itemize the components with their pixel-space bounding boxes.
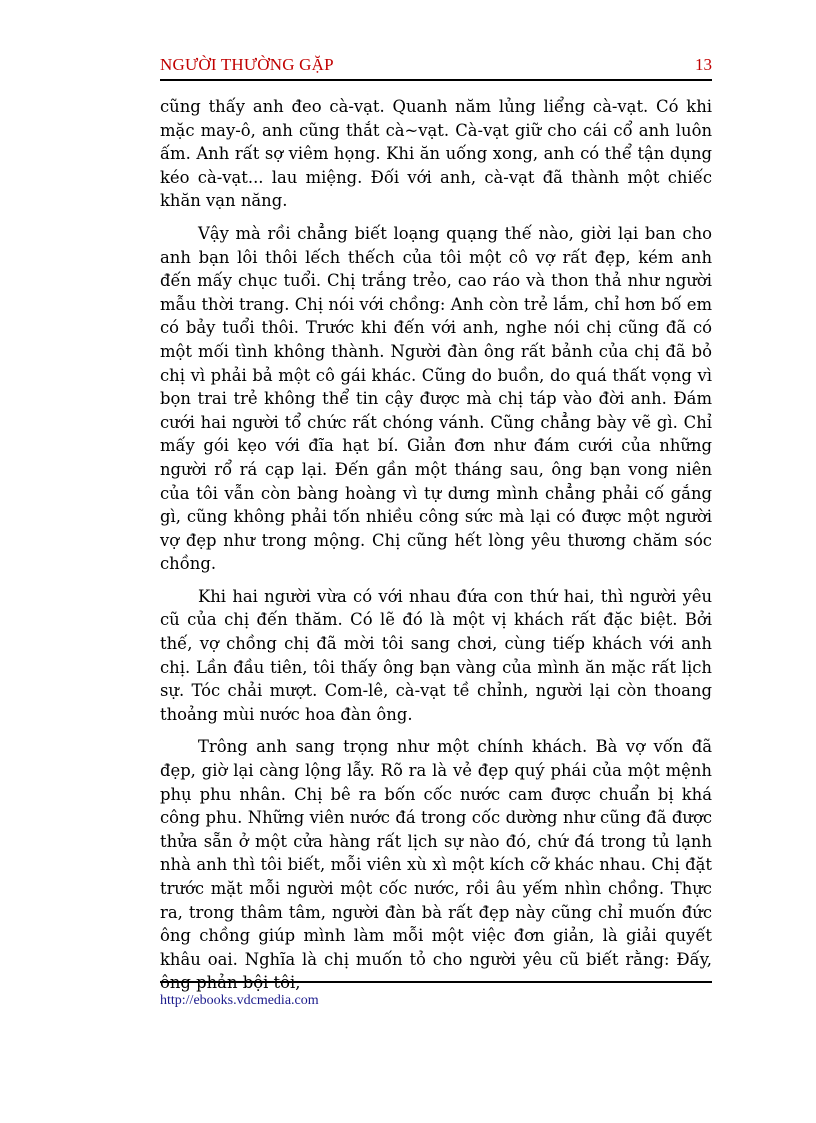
- paragraph-4: Trông anh sang trọng như một chính khách. Bà vợ vốn đã đẹp, giờ lại càng lộng lẫy. Rõ ra là vẻ đẹp quý phái của một mệnh phụ phu nhân. Chị bê ra bốn cốc nước cam được chuẩn bị khá công phu. Những viên nước đá trong cốc dường như cũng đã được thửa sẵn ở một cửa hàng rất lịch sự nào đó, chứ đá trong tủ lạnh nhà anh thì tôi biết, mỗi viên xù xì một kích cỡ khác nhau. Chị đặt trước mặt mỗi người một cốc nước, rồi âu yếm nhìn chồng. Thực ra, trong thâm tâm, người đàn bà rất đẹp này cũng chỉ muốn đức ông chồng giúp mình làm mỗi một việc đơn giản, là giải quyết khâu oai. Nghĩa là chị muốn tỏ cho người yêu cũ biết rằng: Đấy, ông phản bội tôi,: [160, 737, 712, 993]
- document-page: [160, 0, 712, 1123]
- paragraph-3: Khi hai người vừa có với nhau đứa con thứ hai, thì người yêu cũ của chị đến thăm. Có lẽ đó là một vị khách rất đặc biệt. Bởi thế, vợ chồng chị đã mời tôi sang chơi, cùng tiếp khách với anh chị. Lần đầu tiên, tôi thấy ông bạn vàng của mình ăn mặc rất lịch sự. Tóc chải mượt. Com-lê, cà-vạt tề chỉnh, người lại còn thoang thoảng mùi nước hoa đàn ông.: [160, 586, 712, 724]
- book-title: NGƯỜI THƯỜNG GẶP: [160, 55, 334, 74]
- page-footer: [160, 981, 712, 1008]
- page-header: [160, 55, 712, 81]
- body-text: [160, 95, 712, 1004]
- page-number: 13: [695, 55, 712, 74]
- paragraph-2: Vậy mà rồi chẳng biết loạng quạng thế nào, giời lại ban cho anh bạn lôi thôi lếch thếch của tôi một cô vợ rất đẹp, kém anh đến mấy chục tuổi. Chị trắng trẻo, cao ráo và thon thả như người mẫu thời trang. Chị nói với chồng: Anh còn trẻ lắm, chỉ hơn bố em có bảy tuổi thôi. Trước khi đến với anh, nghe nói chị cũng đã có một mối tình không thành. Người đàn ông rất bảnh của chị đã bỏ chị vì phải bả một cô gái khác. Cũng do buồn, do quá thất vọng vì bọn trai trẻ không thể tin cậy được mà chị táp vào đời anh. Đám cưới hai người tổ chức rất chóng vánh. Cũng chẳng bày vẽ gì. Chỉ mấy gói kẹo với đĩa hạt bí. Giản đơn như đám cưới của những người rổ rá cạp lại. Đến gần một tháng sau, ông bạn vong niên của tôi vẫn còn bàng hoàng vì tự dưng mình chẳng phải cố gắng gì, cũng không phải tốn nhiều công sức mà lại có được một người vợ đẹp như trong mộng. Chị cũng hết lòng yêu thương chăm sóc chồng.: [160, 223, 712, 574]
- footer-link[interactable]: http://ebooks.vdcmedia.com: [160, 993, 319, 1008]
- paragraph-1: cũng thấy anh đeo cà-vạt. Quanh năm lủng liểng cà-vạt. Có khi mặc may-ô, anh cũng thắt cà~vạt. Cà-vạt giữ cho cái cổ anh luôn ấm. Anh rất sợ viêm họng. Khi ăn uống xong, anh có thể tận dụng kéo cà-vạt... lau miệng. Đối với anh, cà-vạt đã thành một chiếc khăn vạn năng.: [160, 97, 712, 211]
